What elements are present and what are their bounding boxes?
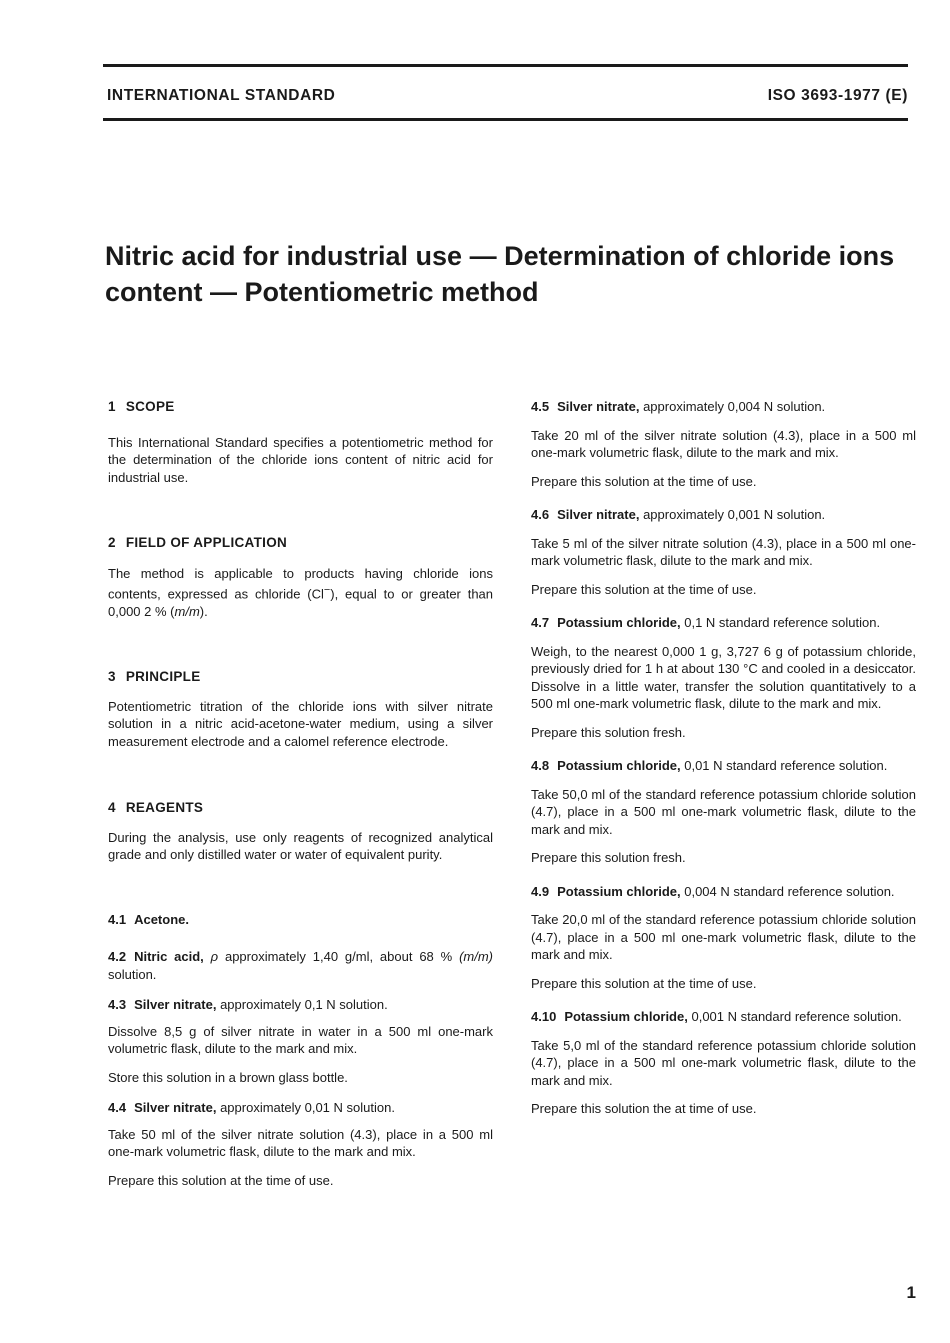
reagent-4-8-text-2: Prepare this solution fresh. (531, 850, 686, 865)
document-title (105, 238, 935, 310)
reagent-4-5-heading: 4.5 Silver nitrate, approximately 0,004 N solution. (531, 399, 826, 414)
reagent-4-9-text-2: Prepare this solution at the time of use. (531, 975, 757, 991)
reagent-4-4-text-2: Prepare this solution at the time of use. (108, 1172, 334, 1188)
header-standard-label: INTERNATIONAL STANDARD (107, 87, 336, 104)
section-3-text: Potentiometric titration of the chloride ions with silver nitrate solution in a nitric acid-acetone-water medium, using a silver measurement electrode and a calomel reference electrode. (108, 698, 493, 749)
page-number: 1 (906, 1283, 916, 1302)
section-1-text: This International Standard specifies a potentiometric method for the determination of the chloride ions content of nitric acid for industrial use. (108, 434, 493, 485)
reagent-4-8-heading: 4.8 Potassium chloride, 0,01 N standard reference solution. (531, 758, 888, 773)
reagent-4-7-heading: 4.7 Potassium chloride, 0,1 N standard reference solution. (531, 615, 881, 630)
header-standard-number: ISO 3693-1977 (E) (767, 87, 908, 104)
reagent-4-1-heading: 4.1 Acetone. (108, 911, 189, 927)
reagent-4-7-text-1: Weigh, to the nearest 0,000 1 g, 3,727 6 g of potassium chloride, previously dried for 1 h at about 130 °C and cooled in a desiccator. Dissolve in a little water, transfer the solution quantitatively to a 500 ml one-mark volumetric flask, dilute to the mark and mix. (531, 643, 916, 711)
reagent-4-3-text-1: Dissolve 8,5 g of silver nitrate in water in a 500 ml one-mark volumetric flask, dilute to the mark and mix. (108, 1023, 493, 1057)
section-3-heading: 3 PRINCIPLE (108, 669, 201, 685)
reagent-4-3-heading: 4.3 Silver nitrate, approximately 0,1 N solution. (108, 997, 388, 1013)
left-column (108, 398, 493, 1200)
reagent-4-5-text-1: Take 20 ml of the silver nitrate solution (4.3), place in a 500 ml one-mark volumetric flask, dilute to the mark and mix. (531, 427, 916, 460)
title-line-2: content — Potentiometric method (105, 277, 539, 307)
reagent-4-9-text-1: Take 20,0 ml of the standard reference potassium chloride solution (4.7), place in a 500 ml one-mark volumetric flask, dilute to the mark and mix. (531, 912, 916, 962)
reagent-4-9-heading: 4.9 Potassium chloride, 0,004 N standard reference solution. (531, 883, 895, 899)
title-line-1: Nitric acid for industrial use — Determination of chloride ions (105, 241, 895, 271)
header-top-rule (103, 64, 908, 67)
header-bottom-rule (103, 118, 908, 121)
reagent-4-5-text-2: Prepare this solution at the time of use. (531, 473, 757, 489)
reagent-4-4-text-1: Take 50 ml of the silver nitrate solution (4.3), place in a 500 ml one-mark volumetric flask, dilute to the mark and mix. (108, 1126, 493, 1160)
section-2-text: The method is applicable to products having chloride ions contents, expressed as chloride (Cl−), equal to or greater than 0,000 2 % (m/m). (108, 565, 494, 619)
section-4-heading: 4 REAGENTS (108, 800, 204, 816)
right-column (531, 398, 916, 1129)
reagent-4-10-text-1: Take 5,0 ml of the standard reference potassium chloride solution (4.7), place in a 500 ml one-mark volumetric flask, dilute to the mark and mix. (531, 1037, 916, 1088)
reagent-4-7-text-2: Prepare this solution fresh. (531, 724, 686, 740)
reagent-4-10-text-2: Prepare this solution the at time of use. (531, 1101, 757, 1116)
reagent-4-6-heading: 4.6 Silver nitrate, approximately 0,001 N solution. (531, 507, 826, 522)
reagent-4-6-text-1: Take 5 ml of the silver nitrate solution (4.3), place in a 500 ml one-mark volumetric flask, dilute to the mark and mix. (531, 535, 916, 568)
reagent-4-6-text-2: Prepare this solution at the time of use. (531, 581, 757, 597)
reagent-4-8-text-1: Take 50,0 ml of the standard reference potassium chloride solution (4.7), place in a 500 ml one-mark volumetric flask, dilute to the mark and mix. (531, 786, 916, 837)
reagent-4-4-heading: 4.4 Silver nitrate, approximately 0,01 N solution. (108, 1100, 395, 1116)
reagent-4-3-text-2: Store this solution in a brown glass bottle. (108, 1069, 348, 1085)
section-4-text: During the analysis, use only reagents of recognized analytical grade and only distilled water or water of equivalent purity. (108, 829, 493, 863)
section-1-heading: 1 SCOPE (108, 399, 175, 414)
reagent-4-2-heading: 4.2 Nitric acid, ρ approximately 1,40 g/ml, about 68 % (m/m) solution. (108, 949, 493, 982)
section-2-heading: 2 FIELD OF APPLICATION (108, 535, 288, 550)
reagent-4-10-heading: 4.10 Potassium chloride, 0,001 N standard reference solution. (531, 1009, 902, 1024)
